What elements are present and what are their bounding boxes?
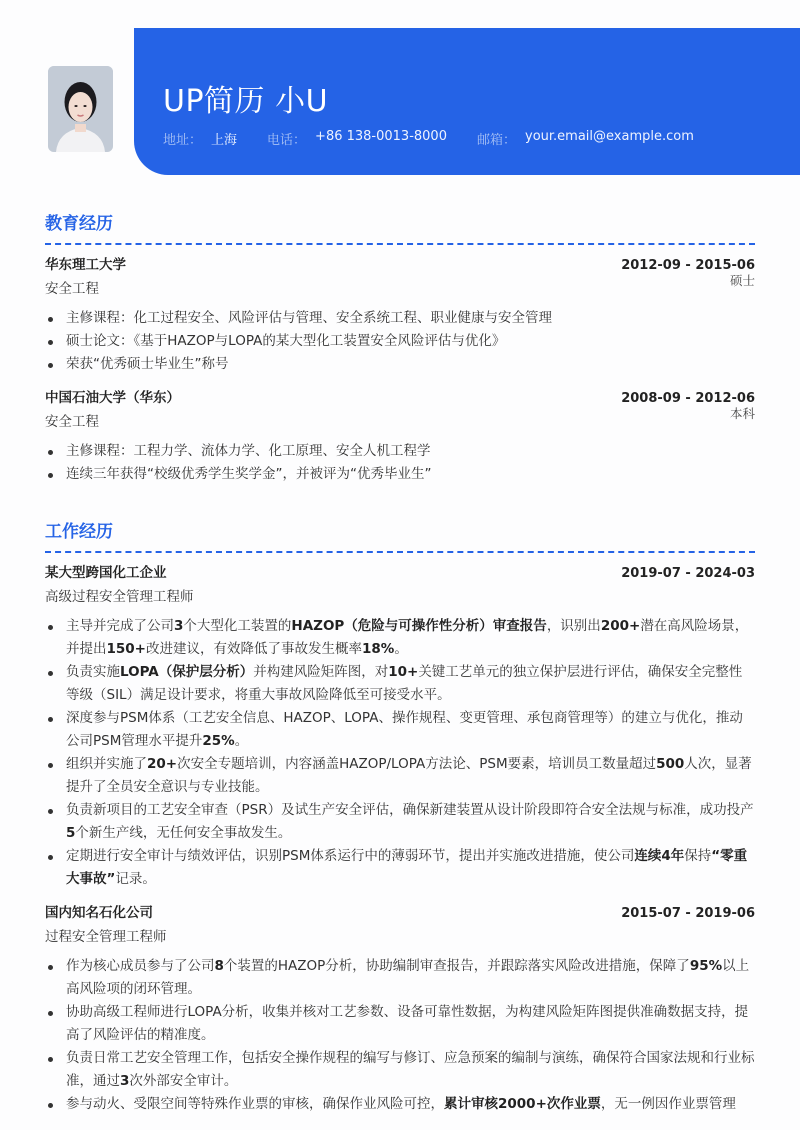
- work-section: [45, 518, 755, 1116]
- section-title-education: 教育经历: [45, 214, 113, 234]
- education-entry: [45, 253, 755, 376]
- job-title: 高级过程安全管理工程师: [45, 589, 194, 605]
- profile-photo: [48, 66, 113, 152]
- job-title: 过程安全管理工程师: [45, 929, 167, 945]
- bullet-item: 定期进行安全审计与绩效评估，识别PSM体系运行中的薄弱环节，提出并实施改进措施，使公司连续4年保持“零重大事故”记录。: [45, 845, 755, 891]
- section-title-work: 工作经历: [45, 522, 113, 542]
- bullet-item: 荣获“优秀硕士毕业生”称号: [45, 353, 755, 376]
- work-entry: [45, 561, 755, 891]
- email-value: your.email@example.com: [525, 129, 694, 144]
- bullet-item: 深度参与PSM体系（工艺安全信息、HAZOP、LOPA、操作规程、变更管理、承包商管理等）的建立与优化，推动公司PSM管理水平提升25%。: [45, 707, 755, 753]
- date-range: 2008-09 - 2012-06: [621, 391, 755, 406]
- degree: 硕士: [729, 273, 755, 288]
- contact-address: [163, 129, 237, 148]
- contact-email: [477, 129, 694, 148]
- bullet-item: 主修课程：工程力学、流体力学、化工原理、安全人机工程学: [45, 440, 755, 463]
- bullet-list: [45, 307, 755, 376]
- bullet-item: 组织并实施了20+次安全专题培训，内容涵盖HAZOP/LOPA方法论、PSM要素，培训员工数量超过500人次，显著提升了全员安全意识与专业技能。: [45, 753, 755, 799]
- degree: 本科: [729, 406, 755, 421]
- address-value: 上海: [211, 133, 238, 148]
- candidate-name: UP简历 小U: [163, 84, 329, 119]
- bullet-item: 负责新项目的工艺安全审查（PSR）及试生产安全评估，确保新建装置从设计阶段即符合安全法规与标准，成功投产5个新生产线，无任何安全事故发生。: [45, 799, 755, 845]
- school-name: 中国石油大学（华东）: [45, 390, 180, 406]
- education-section: [45, 210, 755, 486]
- major: 安全工程: [45, 281, 99, 297]
- bullet-item: 连续三年获得“校级优秀学生奖学金”，并被评为“优秀毕业生”: [45, 463, 755, 486]
- bullet-list: [45, 440, 755, 486]
- company-name: 某大型跨国化工企业: [45, 565, 167, 581]
- bullet-item: 主导并完成了公司3个大型化工装置的HAZOP（危险与可操作性分析）审查报告，识别出200+潜在高风险场景，并提出150+改进建议，有效降低了事故发生概率18%。: [45, 615, 755, 661]
- resume-body: [45, 210, 755, 1126]
- bullet-item: 硕士论文：《基于HAZOP与LOPA的某大型化工装置安全风险评估与优化》: [45, 330, 755, 353]
- phone-value: +86 138-0013-8000: [315, 129, 447, 144]
- education-entry: [45, 386, 755, 486]
- date-range: 2012-09 - 2015-06: [621, 258, 755, 273]
- bullet-item: 负责实施LOPA（保护层分析）并构建风险矩阵图，对10+关键工艺单元的独立保护层进行评估，确保安全完整性等级（SIL）满足设计要求，将重大事故风险降低至可接受水平。: [45, 661, 755, 707]
- phone-label: 电话：: [267, 133, 307, 148]
- major: 安全工程: [45, 414, 99, 430]
- bullet-item: 主修课程：化工过程安全、风险评估与管理、安全系统工程、职业健康与安全管理: [45, 307, 755, 330]
- section-divider: [45, 243, 755, 245]
- bullet-item: 协助高级工程师进行LOPA分析，收集并核对工艺参数、设备可靠性数据，为构建风险矩阵图提供准确数据支持，提高了风险评估的精准度。: [45, 1001, 755, 1047]
- date-range: 2015-07 - 2019-06: [621, 906, 755, 921]
- work-entry: [45, 901, 755, 1116]
- email-label: 邮箱：: [476, 133, 516, 148]
- bullet-list: [45, 955, 755, 1116]
- address-label: 地址：: [163, 133, 203, 148]
- bullet-item: 负责日常工艺安全管理工作，包括安全操作规程的编写与修订、应急预案的编制与演练，确保符合国家法规和行业标准，通过3次外部安全审计。: [45, 1047, 755, 1093]
- date-range: 2019-07 - 2024-03: [621, 566, 755, 581]
- company-name: 国内知名石化公司: [45, 905, 153, 921]
- bullet-item: 参与动火、受限空间等特殊作业票的审核，确保作业风险可控，累计审核2000+次作业票，无一例因作业票管理: [45, 1093, 755, 1116]
- contact-info: [163, 129, 724, 148]
- section-divider: [45, 551, 755, 553]
- bullet-item: 作为核心成员参与了公司8个装置的HAZOP分析，协助编制审查报告，并跟踪落实风险改进措施，保障了95%以上高风险项的闭环管理。: [45, 955, 755, 1001]
- school-name: 华东理工大学: [45, 257, 126, 273]
- contact-phone: [267, 129, 447, 148]
- portrait-icon: [48, 66, 113, 152]
- bullet-list: [45, 615, 755, 891]
